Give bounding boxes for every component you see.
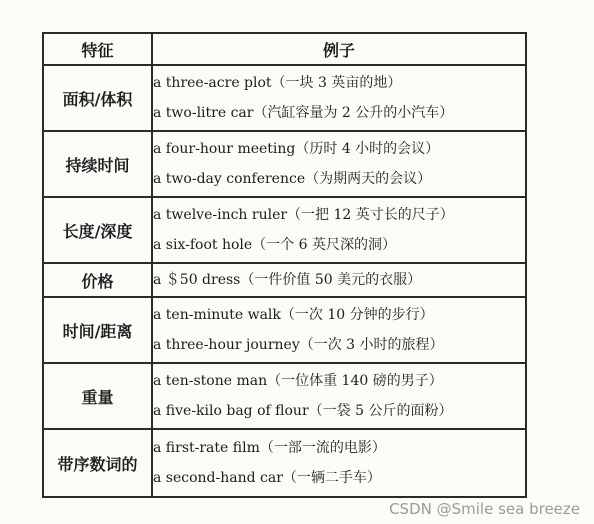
table-row bbox=[43, 197, 526, 263]
examples-cell bbox=[152, 197, 526, 263]
feature-cell: 带序数词的 bbox=[43, 429, 152, 497]
feature-cell: 面积/体积 bbox=[43, 65, 152, 131]
example-text: a four-hour meeting（历时 4 小时的会议） bbox=[153, 141, 440, 157]
table-header-row bbox=[43, 33, 526, 65]
example-text: a second-hand car（一辆二手车） bbox=[153, 470, 381, 486]
feature-cell: 持续时间 bbox=[43, 131, 152, 197]
example-text: a five-kilo bag of flour（一袋 5 公斤的面粉） bbox=[153, 403, 453, 419]
examples-cell bbox=[152, 65, 526, 131]
compound-adjective-table bbox=[42, 32, 527, 498]
example-text: a ten-stone man（一位体重 140 磅的男子） bbox=[153, 373, 443, 389]
header-feature: 特征 bbox=[43, 33, 152, 65]
examples-cell bbox=[152, 429, 526, 497]
header-examples: 例子 bbox=[152, 33, 526, 65]
feature-cell: 价格 bbox=[43, 263, 152, 297]
examples-cell bbox=[152, 263, 526, 297]
feature-cell: 重量 bbox=[43, 363, 152, 429]
table-row bbox=[43, 363, 526, 429]
table-row bbox=[43, 131, 526, 197]
examples-cell bbox=[152, 297, 526, 363]
example-text: a first-rate film（一部一流的电影） bbox=[153, 440, 386, 456]
examples-cell bbox=[152, 131, 526, 197]
feature-cell: 长度/深度 bbox=[43, 197, 152, 263]
example-text: a ＄50 dress（一件价值 50 美元的衣服） bbox=[153, 272, 422, 288]
example-text: a three-acre plot（一块 3 英亩的地） bbox=[153, 75, 402, 91]
example-text: a six-foot hole（一个 6 英尺深的洞） bbox=[153, 237, 396, 253]
feature-cell: 时间/距离 bbox=[43, 297, 152, 363]
table-row bbox=[43, 429, 526, 497]
table-row bbox=[43, 263, 526, 297]
example-text: a two-day conference（为期两天的会议） bbox=[153, 171, 432, 187]
example-text: a ten-minute walk（一次 10 分钟的步行） bbox=[153, 307, 434, 323]
example-text: a three-hour journey（一次 3 小时的旅程） bbox=[153, 337, 444, 353]
table-row bbox=[43, 297, 526, 363]
csdn-watermark: CSDN @Smile sea breeze bbox=[389, 500, 580, 518]
table-row bbox=[43, 65, 526, 131]
example-text: a two-litre car（汽缸容量为 2 公升的小汽车） bbox=[153, 105, 454, 121]
examples-cell bbox=[152, 363, 526, 429]
example-text: a twelve-inch ruler（一把 12 英寸长的尺子） bbox=[153, 207, 454, 223]
